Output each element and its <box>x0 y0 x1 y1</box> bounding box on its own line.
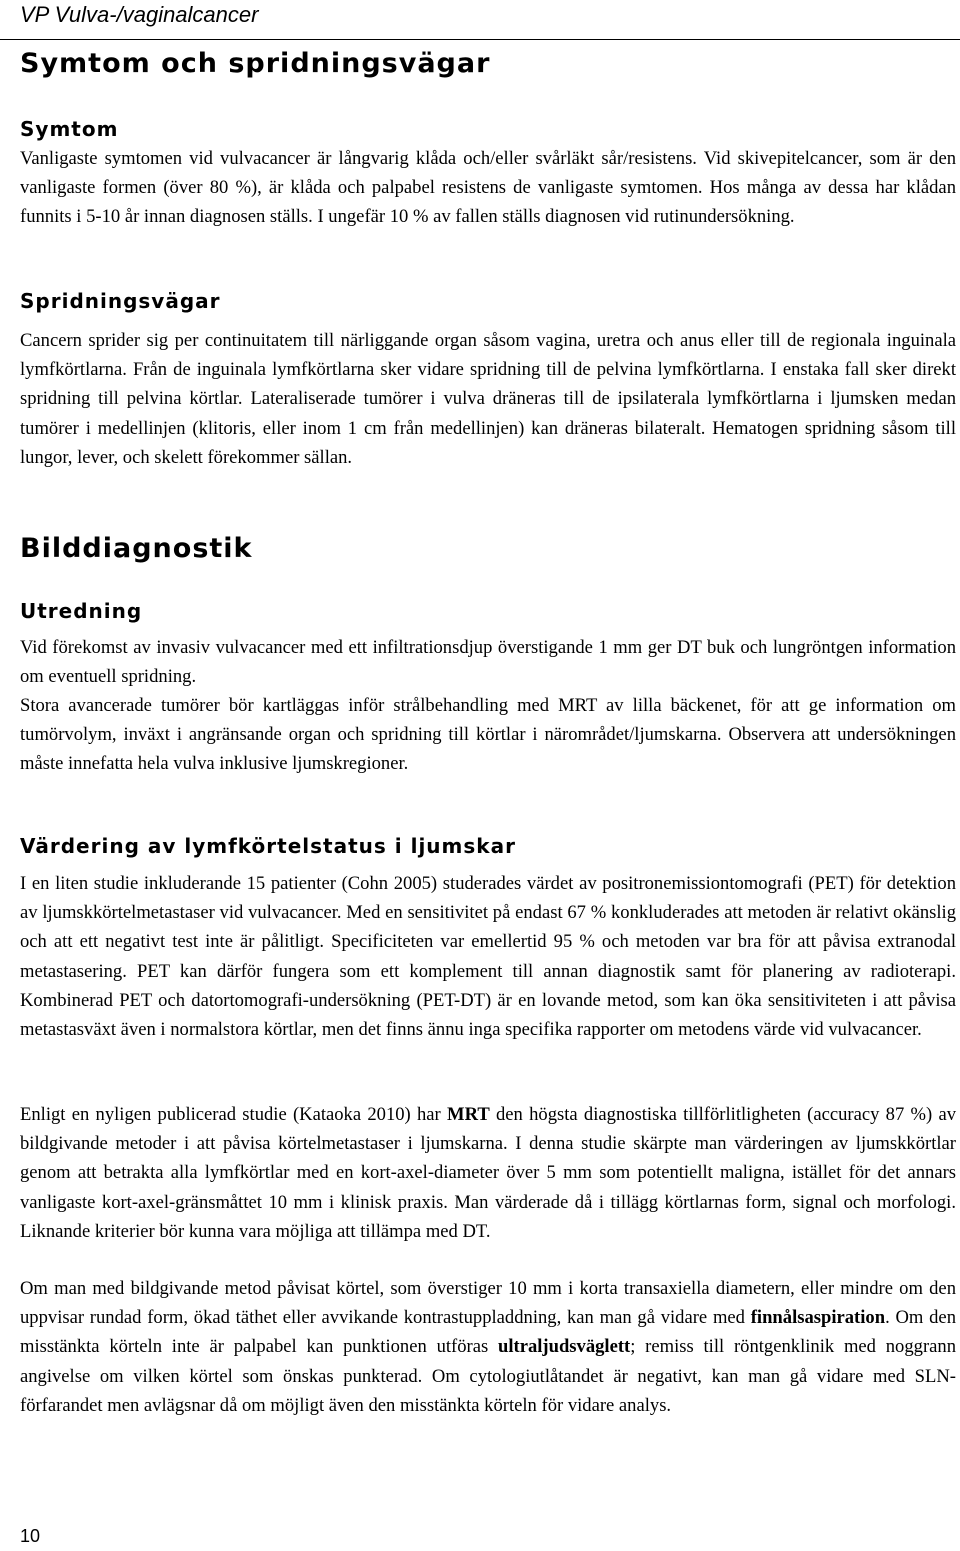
paragraph-symptoms: Vanligaste symtomen vid vulvacancer är långvarig klåda och/eller svårläkt sår/resistens. Vid skivepitelcancer, som är den vanligaste formen (över 80 %), är klåda och palpabel resistens de vanligaste symtomen. Hos många av dessa har klådan funnits i 5-10 år innan diagnosen ställs. I ungefär 10 % av fallen ställs diagnosen vid rutinundersökning. <box>20 148 956 228</box>
page-number: 10 <box>20 1526 41 1546</box>
header-divider <box>0 39 960 40</box>
paragraph-spread: Cancern sprider sig per continuitatem till närliggande organ såsom vagina, uretra och anus eller till de regionala inguinala lymfkörtlarna. Från de inguinala lymfkörtlarna sker vidare spridning till de pelvina lymfkörtlarna. I enstaka fall sker direkt spridning till pelvina körtlar. Lateraliserade tumörer i vulva dräneras till de ipsilaterala lymfkörtlarna i ljumsken medan tumörer i medellinjen (klitoris, eller inom 1 cm från medellinjen) kan dräneras bilateralt. Hematogen spridning såsom till lungor, lever, och skelett förekommer sällan. <box>20 330 956 468</box>
section-title-imaging: Bilddiagnostik <box>20 533 253 564</box>
subsection-title-symptoms: Symtom <box>20 117 119 141</box>
bold-term-fna: finnålsaspiration <box>750 1307 886 1329</box>
subsection-title-lymph-status: Värdering av lymfkörtelstatus i ljumskar <box>20 834 516 858</box>
paragraph-lymph-status-1: I en liten studie inkluderande 15 patienter (Cohn 2005) studerades värdet av positronemissiontomografi (PET) för detektion av ljumskkörtelmetastaser vid vulvacancer. Med en sensitivitet på endast 67 % konkluderades att metoden är relativt okänslig och att ett negativt test inte är pålitligt. Specificiteten var emellertid 95 % och metoden var bra för att påvisa extranodal metastasering. PET kan därför fungera som ett komplement till annan diagnostik samt för planering av radioterapi. Kombinerad PET och datortomografi-undersökning (PET-DT) är en lovande metod, som kan öka sensitiviteten i att påvisa metastasväxt även i normalstora körtlar, men det finns ännu inga specifika rapporter om metodens värde vid vulvacancer. <box>20 873 956 1041</box>
paragraph-investigation-2: Stora avancerade tumörer bör kartläggas inför strålbehandling med MRT av lilla bäckenet, för att ge information om tumörvolym, inväxt i angränsande organ och spridning till körtlar i närområdet/ljumskarna. Observera att undersökningen måste innefatta hela vulva inklusive ljumskregioner. <box>20 695 956 775</box>
text-run: . Om den misstänkta körteln inte är palpabel kan punktionen utföras <box>20 1307 956 1358</box>
subsection-title-investigation: Utredning <box>20 599 143 623</box>
section-title-symptoms: Symtom och spridningsvägar <box>20 48 491 79</box>
text-run: Om man med bildgivande metod påvisat körtel, som överstiger 10 mm i korta transaxiella diametern, eller mindre om den uppvisar rundad form, ökad täthet eller avvikande kontrastuppladdning, kan man gå vidare med <box>20 1278 956 1329</box>
text-run: den högsta diagnostiska tillförlitligheten (accuracy 87 %) av bildgivande metoder i att påvisa körtelmetastaser i ljumskarna. I denna studie skärpte man värderingen av ljumskkörtlar genom att betrakta alla lymfkörtlar med en kort-axel-diameter över 5 mm som potentiellt maligna, istället för det annars vanligaste kort-axel-gränsmåttet 10 mm i klinisk praxis. Man värderade då i tillägg körtlarnas form, signal och morfologi. Liknande kriterier bör kunna vara möjliga att tillämpa med DT. <box>20 1104 956 1242</box>
text-run: Enligt en nyligen publicerad studie (Kataoka 2010) har <box>20 1104 448 1125</box>
bold-term-ultrasound: ultraljudsväglett <box>498 1336 631 1358</box>
subsection-title-spread: Spridningsvägar <box>20 289 221 313</box>
paragraph-lymph-status-3 <box>20 1274 956 1420</box>
paragraph-lymph-status-2 <box>20 1100 956 1246</box>
paragraph-investigation-1: Vid förekomst av invasiv vulvacancer med ett infiltrationsdjup överstigande 1 mm ger DT buk och lungröntgen information om eventuell spridning. <box>20 637 956 688</box>
running-header: VP Vulva-/vaginalcancer <box>20 2 259 27</box>
text-run: ; remiss till röntgenklinik med noggrann angivelse om vilken körtel som önskas punkterad. Om cytologiutlåtandet är negativt, kan man gå vidare med SLN-förfarandet men avlägsnar då om möjligt även den misstänkta körteln för vidare analys. <box>20 1336 956 1416</box>
bold-term-mrt: MRT <box>447 1104 490 1125</box>
